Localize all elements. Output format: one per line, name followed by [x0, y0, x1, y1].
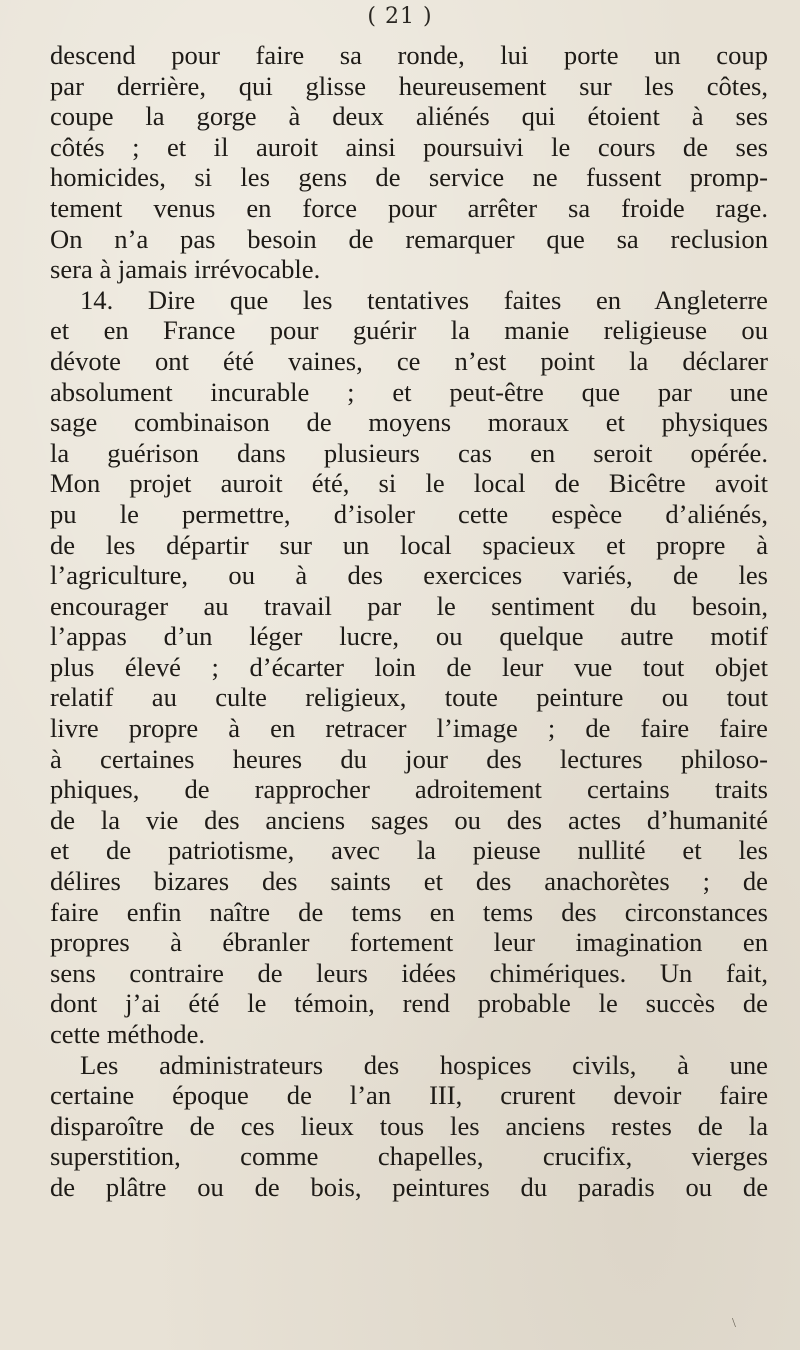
stray-ink-mark: \ — [732, 1316, 736, 1331]
text-line: Mon projet auroit été, si le local de Bicêtre avoit — [50, 468, 768, 499]
text-line: l’appas d’un léger lucre, ou quelque autre motif — [50, 621, 768, 652]
text-line: de les départir sur un local spacieux et propre à — [50, 529, 768, 560]
text-line: On n’a pas besoin de remarquer que sa reclusion — [50, 223, 768, 254]
text-line: propres à ébranler fortement leur imagination en — [50, 927, 768, 958]
text-line: la guérison dans plusieurs cas en seroit opérée. — [50, 437, 768, 468]
text-line: sens contraire de leurs idées chimériques. Un fait, — [50, 957, 768, 988]
text-line: plus élevé ; d’écarter loin de leur vue tout objet — [50, 651, 768, 682]
text-line: tement venus en force pour arrêter sa froide rage. — [50, 192, 768, 223]
text-line: pu le permettre, d’isoler cette espèce d’aliénés, — [50, 498, 768, 529]
text-line: disparoître de ces lieux tous les anciens restes de la — [50, 1110, 768, 1141]
text-line: homicides, si les gens de service ne fussent promp- — [50, 162, 768, 193]
page-number: ( 21 ) — [367, 4, 433, 29]
text-line: Les administrateurs des hospices civils, à une — [80, 1049, 768, 1080]
text-line: absolument incurable ; et peut-être que par une — [50, 376, 768, 407]
text-line: relatif au culte religieux, toute peinture ou tout — [50, 682, 768, 713]
text-line: faire enfin naître de tems en tems des circonstances — [50, 896, 768, 927]
text-line: descend pour faire sa ronde, lui porte un coup — [50, 40, 768, 70]
text-line: phiques, de rapprocher adroitement certains traits — [50, 774, 768, 805]
text-line: délires bizares des saints et des anachorètes ; de — [50, 866, 768, 897]
text-line: dévote ont été vaines, ce n’est point la déclarer — [50, 345, 768, 376]
text-line: coupe la gorge à deux aliénés qui étoient à ses — [50, 101, 768, 132]
text-line: 14. Dire que les tentatives faites en Angleterre — [80, 284, 768, 315]
text-line: et de patriotisme, avec la pieuse nullité et les — [50, 835, 768, 866]
text-line: sage combinaison de moyens moraux et physiques — [50, 407, 768, 438]
text-line: cette méthode. — [50, 1019, 206, 1049]
text-line: à certaines heures du jour des lectures philoso- — [50, 743, 768, 774]
body-text — [50, 40, 768, 1203]
text-line: de plâtre ou de bois, peintures du paradis ou de — [50, 1171, 768, 1202]
text-line: et en France pour guérir la manie religieuse ou — [50, 315, 768, 346]
text-line: certaine époque de l’an III, crurent devoir faire — [50, 1080, 768, 1111]
text-line: encourager au travail par le sentiment du besoin, — [50, 590, 768, 621]
text-line: sera à jamais irrévocable. — [50, 254, 321, 285]
text-line: par derrière, qui glisse heureusement sur les côtes, — [50, 70, 768, 101]
text-line: livre propre à en retracer l’image ; de faire faire — [50, 713, 768, 744]
text-line: dont j’ai été le témoin, rend probable le succès de — [50, 988, 768, 1019]
text-line: superstition, comme chapelles, crucifix, vierges — [50, 1141, 768, 1172]
text-line: l’agriculture, ou à des exercices variés, de les — [50, 560, 768, 591]
text-line: de la vie des anciens sages ou des actes d’humanité — [50, 804, 768, 835]
text-line: côtés ; et il auroit ainsi poursuivi le cours de ses — [50, 131, 768, 162]
